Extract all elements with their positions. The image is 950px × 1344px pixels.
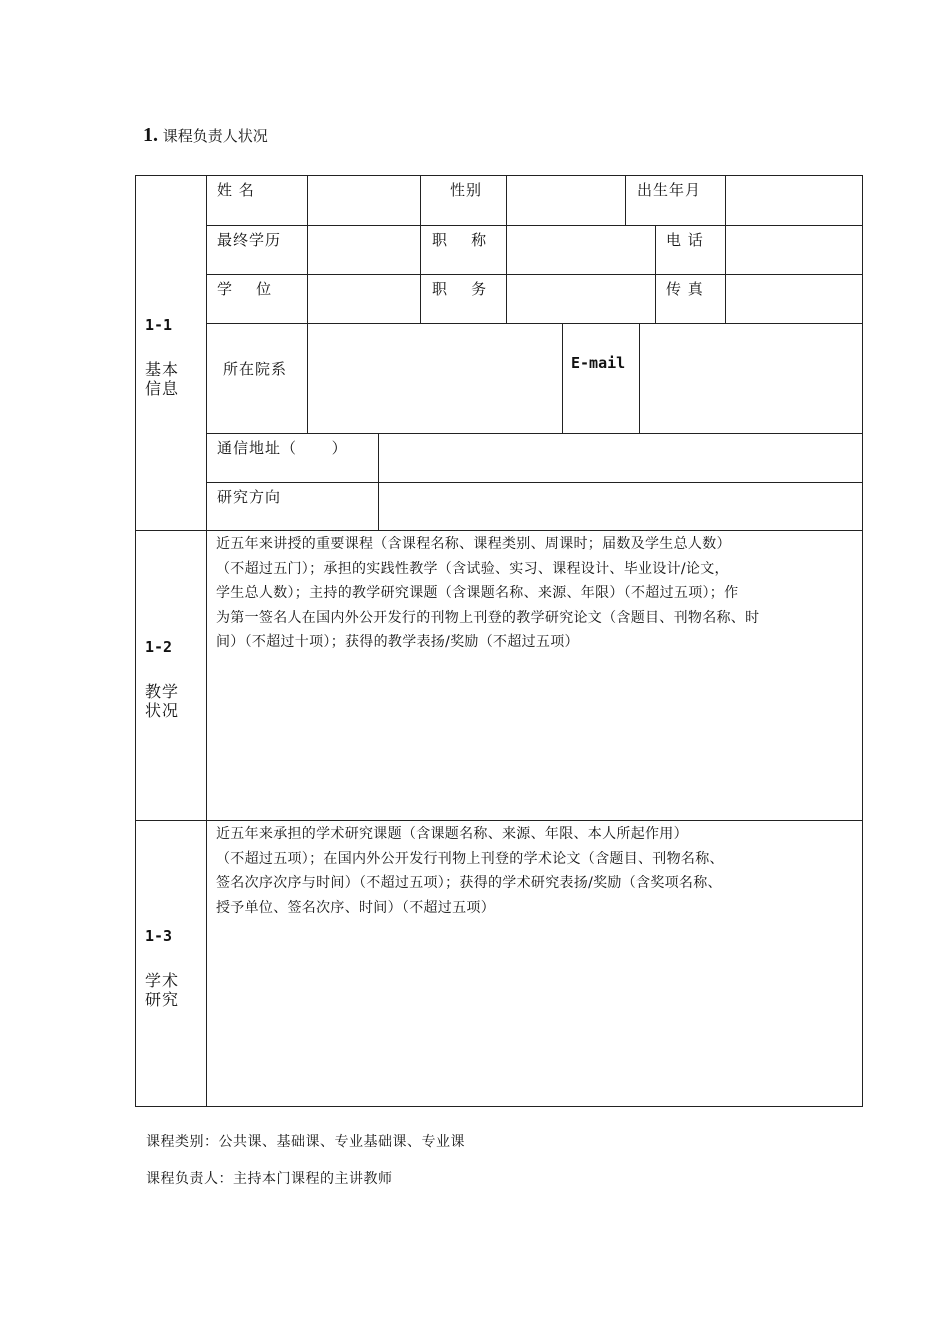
degree-label: 学 位 bbox=[217, 280, 273, 298]
research-direction-label: 研究方向 bbox=[217, 488, 282, 506]
instruction-line: 间）（不超过十项）；获得的教学表扬/奖励（不超过五项） bbox=[216, 634, 579, 650]
teaching-instructions bbox=[216, 532, 861, 655]
table-line bbox=[655, 225, 656, 323]
instruction-line: （不超过五项）；在国内外公开发行刊物上刊登的学术论文（含题目、刊物名称、 bbox=[216, 850, 724, 867]
section-heading bbox=[143, 124, 268, 147]
table-line bbox=[378, 433, 379, 530]
instruction-line: （不超过五门）；承担的实践性教学（含试验、实习、课程设计、毕业设计/论文， bbox=[216, 560, 729, 577]
department-label: 所在院系 bbox=[223, 360, 288, 378]
section-title-research: 研究 bbox=[145, 990, 180, 1009]
section-title-basic: 信息 bbox=[145, 379, 180, 398]
instruction-line: 学生总人数）；主持的教学研究课题（含课题名称、来源、年限）（不超过五项）；作 bbox=[216, 585, 739, 601]
table-line bbox=[506, 175, 507, 323]
instruction-line: 近五年来承担的学术研究课题（含课题名称、来源、年限、本人所起作用） bbox=[216, 826, 688, 842]
table-line bbox=[562, 323, 563, 433]
table-line bbox=[206, 482, 863, 483]
table-line bbox=[639, 323, 640, 433]
section-title-basic: 基本 bbox=[145, 360, 180, 379]
table-line bbox=[206, 433, 863, 434]
table-line bbox=[206, 274, 863, 275]
section-title-research: 学术 bbox=[145, 971, 180, 990]
instruction-line: 签名次序次序与时间）（不超过五项）；获得的学术研究表扬/奖励（含奖项名称、 bbox=[216, 875, 722, 891]
section-title-teaching: 状况 bbox=[145, 701, 180, 720]
name-label: 姓 名 bbox=[217, 181, 255, 199]
table-line bbox=[206, 323, 863, 324]
job-title-label: 职 称 bbox=[432, 231, 488, 249]
table-line bbox=[307, 323, 308, 433]
table-line bbox=[420, 175, 421, 323]
table-line bbox=[206, 225, 863, 226]
education-label: 最终学历 bbox=[217, 231, 282, 249]
course-category-note: 课程类别：公共课、基础课、专业基础课、专业课 bbox=[146, 1134, 465, 1150]
table-line bbox=[135, 820, 863, 821]
section-title: 课程负责人状况 bbox=[162, 127, 268, 145]
gender-label: 性别 bbox=[450, 181, 483, 199]
section-code-teaching: 1-2 bbox=[145, 638, 173, 656]
fax-label: 传 真 bbox=[666, 280, 704, 298]
section-code-research: 1-3 bbox=[145, 927, 173, 945]
table-line bbox=[307, 175, 308, 323]
table-line bbox=[135, 530, 863, 531]
birth-date-label: 出生年月 bbox=[637, 181, 702, 199]
position-label: 职 务 bbox=[432, 280, 488, 298]
email-label: E-mail bbox=[571, 354, 626, 372]
instruction-line: 为第一签名人在国内外公开发行的刊物上刊登的教学研究论文（含题目、刊物名称、时 bbox=[216, 609, 760, 626]
instruction-line: 授予单位、签名次序、时间）（不超过五项） bbox=[216, 899, 495, 916]
research-instructions bbox=[216, 822, 861, 920]
address-label: 通信地址（ ） bbox=[217, 439, 348, 457]
table-line bbox=[206, 175, 207, 1107]
table-line bbox=[625, 175, 626, 225]
course-leader-note: 课程负责人：主持本门课程的主讲教师 bbox=[146, 1171, 393, 1187]
section-title-teaching: 教学 bbox=[145, 682, 180, 701]
section-code-basic: 1-1 bbox=[145, 316, 173, 334]
section-number: 1. bbox=[143, 124, 158, 146]
table-line bbox=[725, 175, 726, 323]
instruction-line: 近五年来讲授的重要课程（含课程名称、课程类别、周课时；届数及学生总人数） bbox=[216, 536, 731, 552]
phone-label: 电 话 bbox=[666, 231, 704, 249]
